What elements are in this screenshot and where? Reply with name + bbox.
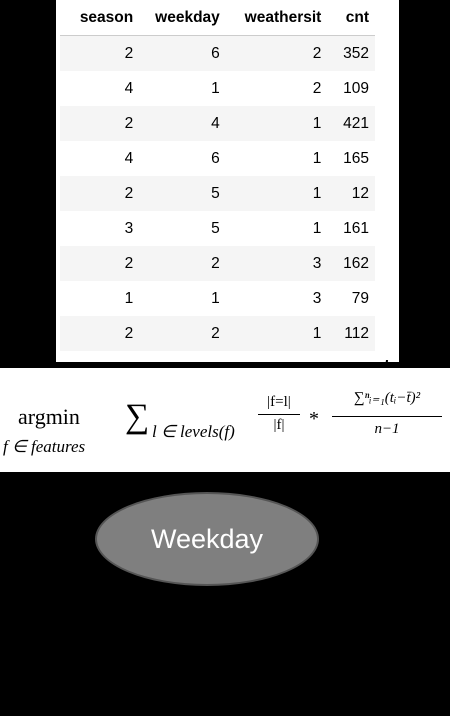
table-row (60, 246, 375, 281)
cell-season: 2 (60, 36, 139, 72)
cell-weekday: 6 (211, 149, 220, 167)
cell-season: 2 (60, 316, 139, 351)
cell-cnt: 79 (351, 289, 369, 307)
cell-cnt: 109 (343, 79, 369, 97)
cell-weekday: 5 (139, 176, 226, 211)
weekday-node (95, 492, 319, 586)
sum-symbol: ∑ (125, 398, 150, 435)
cell-weathersit: 1 (312, 219, 322, 237)
fraction-denominator: |f| (273, 417, 285, 433)
cell-weathersit: 1 (312, 149, 322, 167)
cell-cnt: 165 (343, 149, 369, 167)
table-row (60, 106, 375, 141)
header-weathersit: weathersit (226, 0, 328, 36)
variance-numerator: ∑ⁿᵢ₌₁(tᵢ−t̄)² (353, 390, 421, 406)
table-header-row (60, 0, 375, 36)
cell-season: 2 (60, 246, 139, 281)
data-table (60, 0, 375, 351)
table-row (60, 211, 375, 246)
header-season: season (60, 0, 139, 36)
header-cnt: cnt (327, 0, 375, 36)
argmin-subscript: f ∈ features (3, 437, 86, 456)
cell-weekday: 6 (139, 36, 226, 72)
cell-cnt: 162 (327, 246, 375, 281)
header-weekday: weekday (139, 0, 226, 36)
multiply-operator: * (309, 408, 319, 430)
cell-weathersit: 3 (226, 246, 328, 281)
table-row (60, 316, 375, 351)
cell-cnt: 161 (343, 219, 369, 237)
cell-weekday: 4 (139, 106, 226, 141)
cell-weathersit: 1 (226, 176, 328, 211)
table-row (60, 281, 375, 316)
table-row (60, 176, 375, 211)
level-weight-fraction (258, 394, 300, 434)
cell-weathersit: 1 (226, 316, 328, 351)
table-row (60, 141, 375, 176)
cell-weekday: 2 (139, 316, 226, 351)
cell-weekday: 2 (139, 246, 226, 281)
cell-season: 2 (60, 176, 139, 211)
split-criterion-formula (0, 368, 450, 472)
data-table-panel (56, 0, 399, 362)
table-row (60, 36, 375, 72)
sum-subscript: l ∈ levels(f) (152, 422, 235, 441)
cell-weathersit: 2 (312, 79, 322, 97)
cell-season: 4 (124, 149, 134, 167)
cell-weekday: 1 (211, 79, 220, 97)
variance-fraction (332, 388, 442, 438)
argmin-operator: argmin (18, 404, 80, 429)
cell-season: 4 (124, 79, 134, 97)
fraction-numerator: |f=l| (267, 394, 291, 410)
cell-season: 2 (60, 106, 139, 141)
cell-season: 1 (124, 289, 134, 307)
table-row (60, 71, 375, 106)
cell-cnt: 112 (327, 316, 375, 351)
cell-cnt: 421 (327, 106, 375, 141)
cell-weekday: 5 (211, 219, 220, 237)
cell-weekday: 1 (211, 289, 220, 307)
variance-denominator: n−1 (374, 421, 400, 437)
cell-weathersit: 1 (226, 106, 328, 141)
weekday-node-label: Weekday (150, 523, 264, 554)
cell-cnt: 352 (327, 36, 375, 72)
cell-weathersit: 2 (226, 36, 328, 72)
cell-weathersit: 3 (312, 289, 322, 307)
cell-season: 3 (124, 219, 134, 237)
cell-cnt: 12 (327, 176, 375, 211)
